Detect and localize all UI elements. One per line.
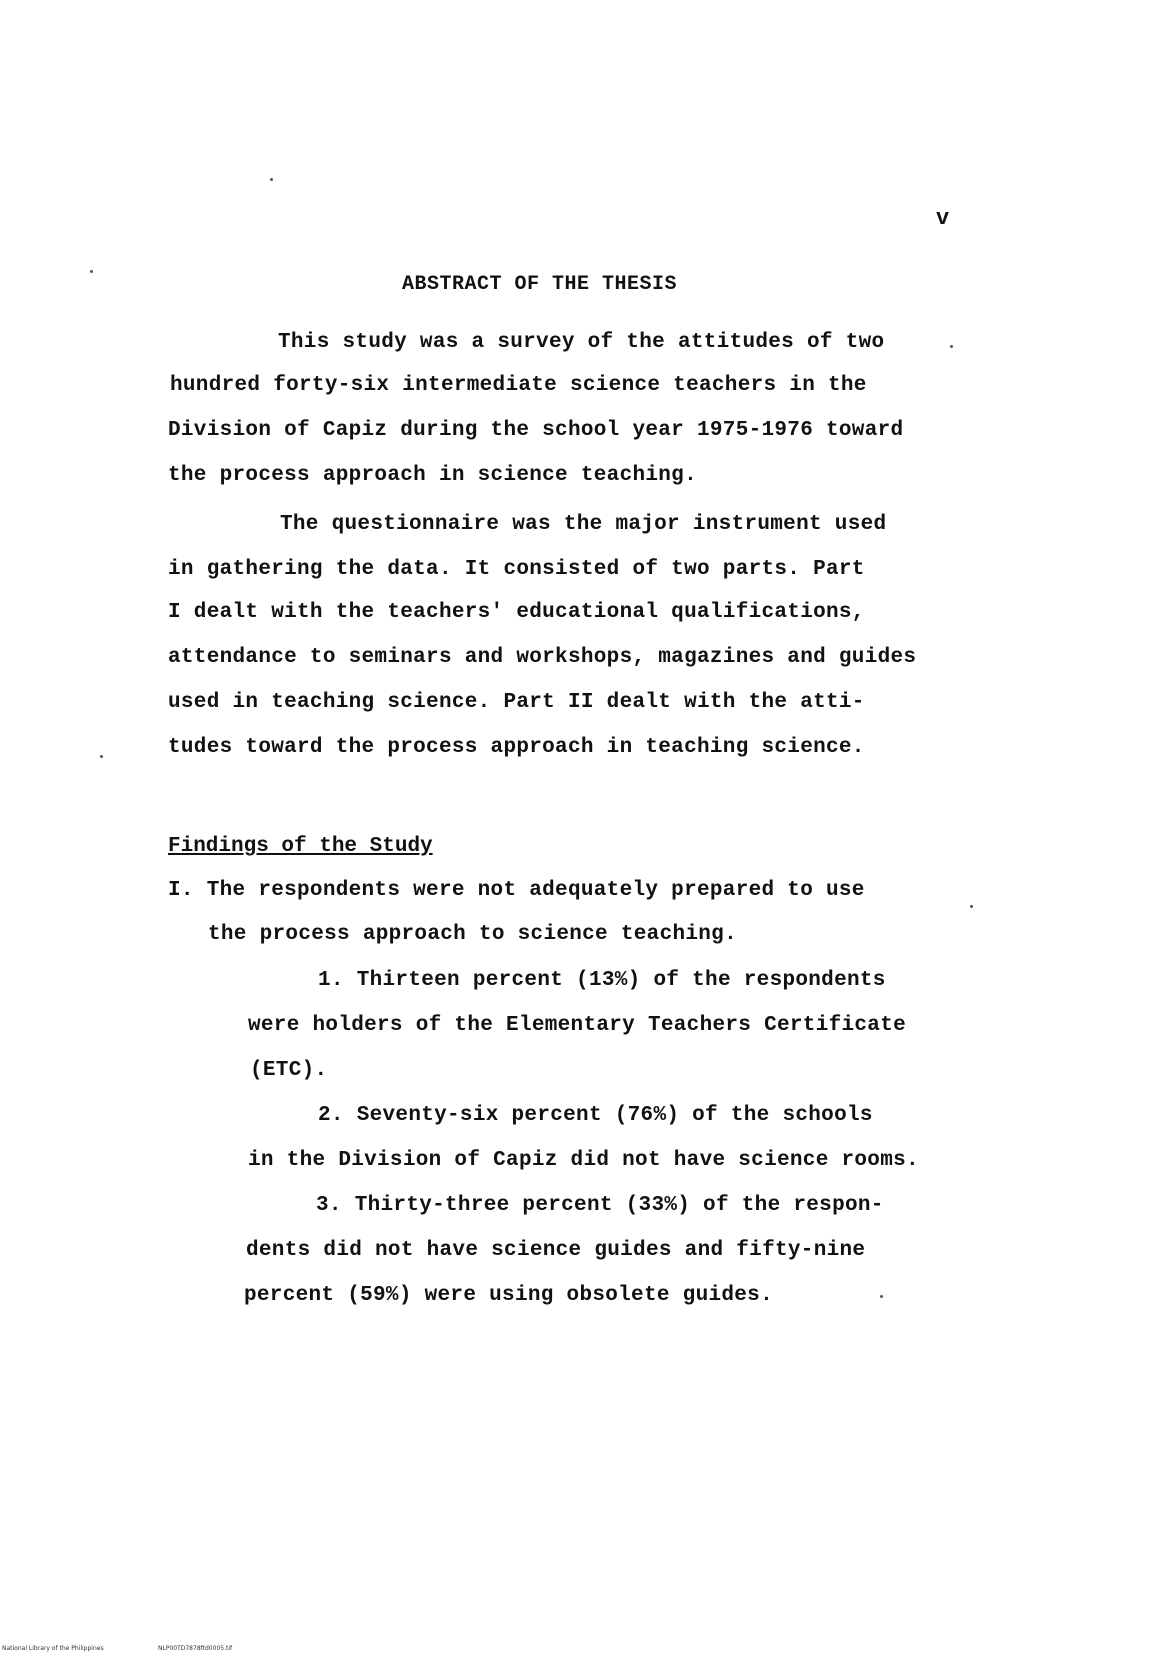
paragraph2-line: The questionnaire was the major instrument used (280, 513, 887, 536)
paragraph1-line: This study was a survey of the attitudes of two (278, 331, 885, 354)
item3-line: 3. Thirty-three percent (33%) of the respon- (316, 1194, 884, 1217)
item2-line: 2. Seventy-six percent (76%) of the schools (318, 1104, 873, 1127)
findings-heading: Findings of the Study (168, 835, 433, 858)
paragraph1-line: hundred forty-six intermediate science teachers in the (170, 374, 867, 397)
item1-line: 1. Thirteen percent (13%) of the respondents (318, 969, 886, 992)
paragraph2-line: attendance to seminars and workshops, magazines and guides (168, 646, 917, 669)
paragraph2-line: tudes toward the process approach in teaching science. (168, 736, 865, 759)
finding-I-line: I. The respondents were not adequately prepared to use (168, 879, 865, 902)
scan-speck (970, 905, 973, 908)
scan-speck (270, 178, 273, 181)
item1-line: (ETC). (250, 1059, 328, 1082)
item1-line: were holders of the Elementary Teachers Certificate (248, 1014, 907, 1037)
paragraph1-line: Division of Capiz during the school year 1975-1976 toward (168, 419, 904, 442)
page-number: v (936, 206, 950, 231)
paragraph2-line: I dealt with the teachers' educational qualifications, (168, 601, 865, 624)
finding-I-line: the process approach to science teaching. (208, 923, 737, 946)
abstract-title: ABSTRACT OF THE THESIS (402, 273, 678, 296)
scan-speck (90, 270, 93, 273)
paragraph2-line: used in teaching science. Part II dealt with the atti- (168, 691, 865, 714)
item3-line: percent (59%) were using obsolete guides. (244, 1284, 773, 1307)
scan-speck (950, 345, 953, 348)
item2-line: in the Division of Capiz did not have science rooms. (248, 1149, 919, 1172)
scan-speck (100, 755, 103, 758)
footer-library: National Library of the Philippines (2, 1645, 104, 1652)
item3-line: dents did not have science guides and fifty-nine (246, 1239, 866, 1262)
paragraph1-line: the process approach in science teaching. (168, 464, 697, 487)
footer-file: NLP00TD7878ftd0005.tif (158, 1645, 233, 1652)
scan-speck (880, 1295, 883, 1298)
paragraph2-line: in gathering the data. It consisted of two parts. Part (168, 558, 865, 581)
